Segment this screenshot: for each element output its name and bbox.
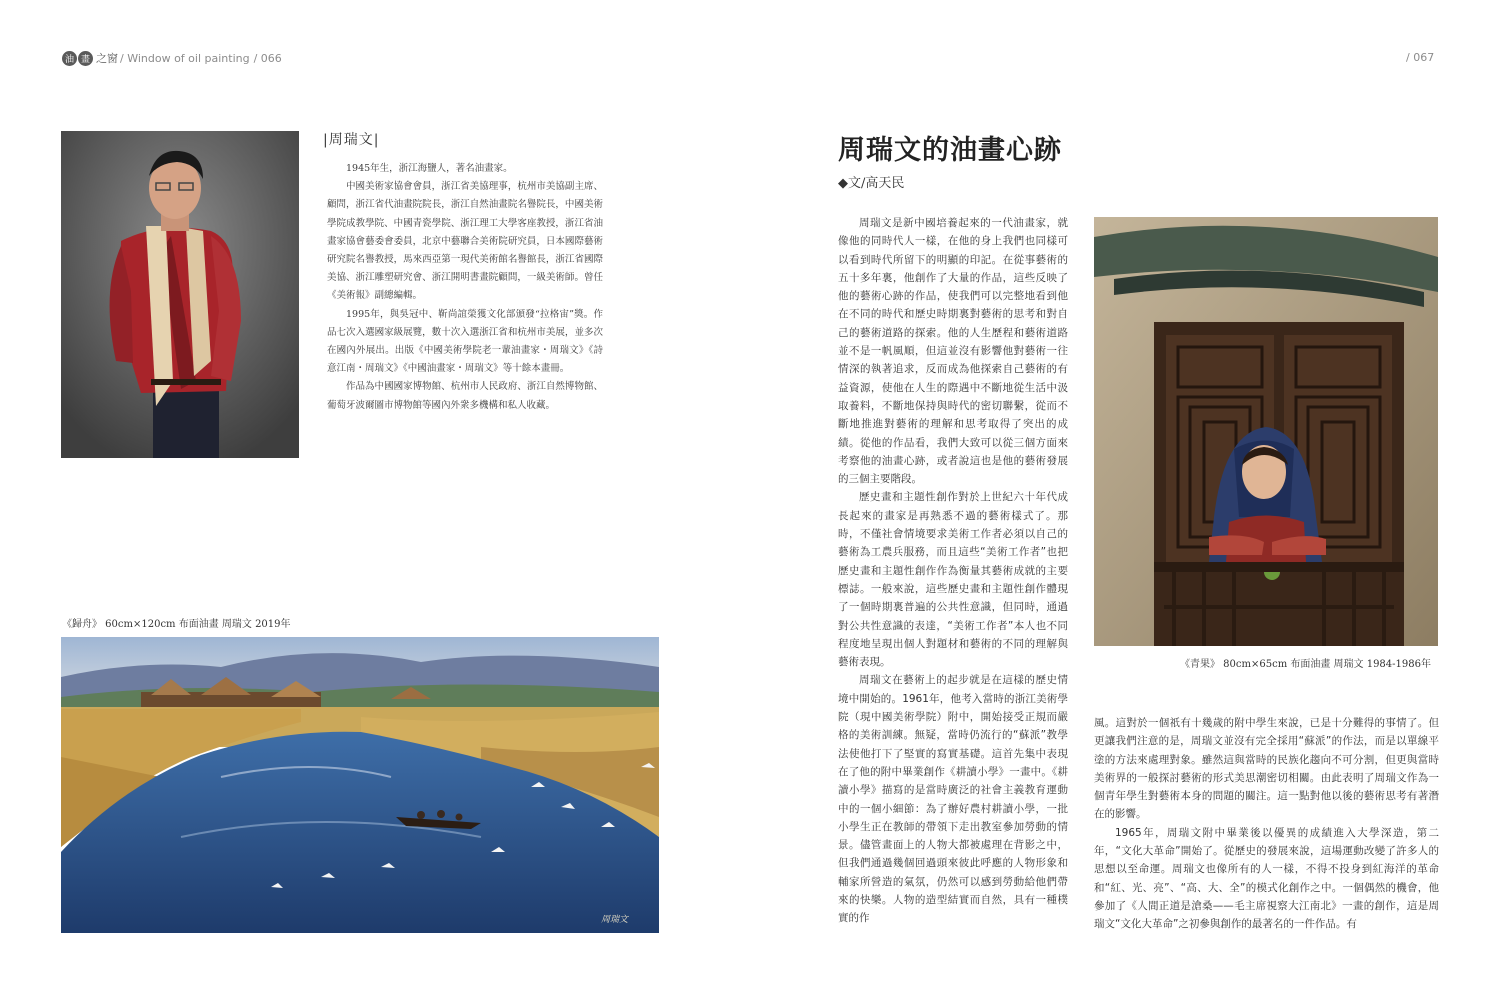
magazine-badge-icon: 油 <box>62 51 77 66</box>
article-column-2 <box>1094 714 1439 934</box>
article-author: ◆文/高天民 <box>838 176 905 191</box>
article-paragraph: 周瑞文在藝術上的起步就是在這樣的歷史情境中開始的。1961年，他考入當時的浙江美術學院（現中國美術學院）附中，開始接受正規而嚴格的美術訓練。無疑，當時仍流行的“蘇派”教學法使他打下了堅實的寫實基礎。這首先集中表現在了他的附中畢業創作《耕讀小學》一畫中。《耕讀小學》描寫的是當時廣泛的社會主義教育運動中的一個小細節：為了辦好農村耕讀小學，一批小學生正在教師的帶領下走出教室參加勞動的情景。儘管畫面上的人物大都被處理在背影之中，但我們通過幾個回過頭來彼此呼應的人物形象和輔家所營造的氣氛，仍然可以感到勞動給他們帶來的快樂。人物的造型結實而自然，具有一種樸實的作 <box>838 674 1068 925</box>
painting-caption-right: 《青果》 80cm×65cm 布面油畫 周瑞文 1984-1986年 <box>1180 659 1431 670</box>
painting-caption-left: 《歸舟》 60cm×120cm 布面油畫 周瑞文 2019年 <box>62 619 291 630</box>
article-title: 周瑞文的油畫心跡 <box>838 135 1062 166</box>
bio-paragraph: 1945年生，浙江海鹽人，著名油畫家。 <box>346 163 513 174</box>
article-paragraph: 1965年，周瑞文附中畢業後以優異的成績進入大學深造，第二年，“文化大革命”開始了。從歷史的發展來說，這場運動改變了許多人的思想以至命運。周瑞文也像所有的人一樣，不得不投身到紅海洋的革命和“紅、光、亮”、“高、大、全”的模式化創作之中。一個偶然的機會，他參加了《人間正道是滄桑——毛主席視察大江南北》一畫的創作，這是周瑞文“文化大革命”之初參與創作的最著名的一件作品。有 <box>1094 826 1439 931</box>
section-english: / Window of oil painting <box>120 51 250 65</box>
bio-paragraph: 作品為中國國家博物館、杭州市人民政府、浙江自然博物館、葡萄牙波爾圖市博物館等國內外衆多機構和私人收藏。 <box>327 381 603 411</box>
article-paragraph: 風。這對於一個祇有十幾歲的附中學生來說，已是十分難得的事情了。但更讓我們注意的是，周瑞文並沒有完全採用“蘇派”的作法，而是以單線平塗的方法來處理對象。雖然這與當時的民族化趨向不可分割，但更與當時美術界的一般探討藝術的形式美思潮密切相關。由此表明了周瑞文作為一個青年學生對藝術本身的問題的關注。這一點對他以後的藝術思考有著潛在的影響。 <box>1094 717 1439 821</box>
section-suffix: 之窗 <box>96 52 118 65</box>
page-number-left: / 066 <box>253 51 282 65</box>
running-header-left <box>62 50 282 66</box>
artist-portrait <box>61 131 299 458</box>
magazine-badge-icon: 畫 <box>78 51 93 66</box>
page-number-right: / 067 <box>1406 51 1435 64</box>
article-paragraph: 周瑞文是新中國培養起來的一代油畫家，就像他的同時代人一樣，在他的身上我們也同樣可以看到時代所留下的明顯的印記。在從事藝術的五十多年裏，他創作了大量的作品，這些反映了他的藝術心跡的作品，使我們可以完整地看到他在不同的時代和歷史時期裏對藝術的思考和對自己的藝術道路的探索。他的人生歷程和藝術道路並不是一帆風順，但這並沒有影響他對藝術一往情深的執著追求，反而成為他探索自己藝術的有益資源，使他在人生的際遇中不斷地從生活中汲取養料，不斷地保持與時代的密切聯繫，從而不斷地推進對藝術的理解和思考取得了突出的成績。從他的作品看，我們大致可以從三個方面來考察他的油畫心跡，或者說這也是他的藝術發展的三個主要階段。 <box>838 217 1068 486</box>
article-column-1 <box>838 214 1068 928</box>
bio-name-heading: |周瑞文| <box>323 132 380 148</box>
painting-return-boat <box>61 637 659 933</box>
painting-green-fruit <box>1094 217 1438 646</box>
painting-signature: 周瑞文 <box>601 915 629 925</box>
article-paragraph: 歷史畫和主題性創作對於上世紀六十年代成長起來的畫家是再熟悉不過的藝術樣式了。那時，不僅社會情境要求美術工作者必須以自己的藝術為工農兵服務，而且這些“美術工作者”也把歷史畫和主題性創作作為衡量其藝術成就的主要標誌。一般來說，這些歷史畫和主題性創作體現了一個時期裏普遍的公共性意識，但同時，通過對公共性意識的表達，“美術工作者”本人也不同程度地呈現出個人對題材和藝術的不同的理解與藝術表現。 <box>838 491 1068 669</box>
artist-bio <box>327 160 603 415</box>
bio-paragraph: 中國美術家協會會員，浙江省美協理事，杭州市美協副主席、顧問，浙江省代油畫院院長，浙江自然油畫院名譽院長，中國美術學院成教學院、中國青瓷學院、浙江理工大學客座教授，浙江省油畫家協會藝委會委員，北京中藝聯合美術院研究員，日本國際藝術研究院名譽教授，馬來西亞第一現代美術館名譽館長，浙江省國際美協、浙江雕塑研究會、浙江開明書畫院顧問，一級美術師。曾任《美術報》副總編輯。 <box>327 181 603 302</box>
bio-paragraph: 1995年，與吳冠中、靳尚誼榮獲文化部頒發“拉格宙”獎。作品七次入選國家級展覽，數十次入選浙江省和杭州市美展，並多次在國內外展出。出版《中國美術學院老一輩油畫家・周瑞文》《詩意江南・周瑞文》《中國油畫家・周瑞文》等十餘本畫冊。 <box>327 308 603 375</box>
